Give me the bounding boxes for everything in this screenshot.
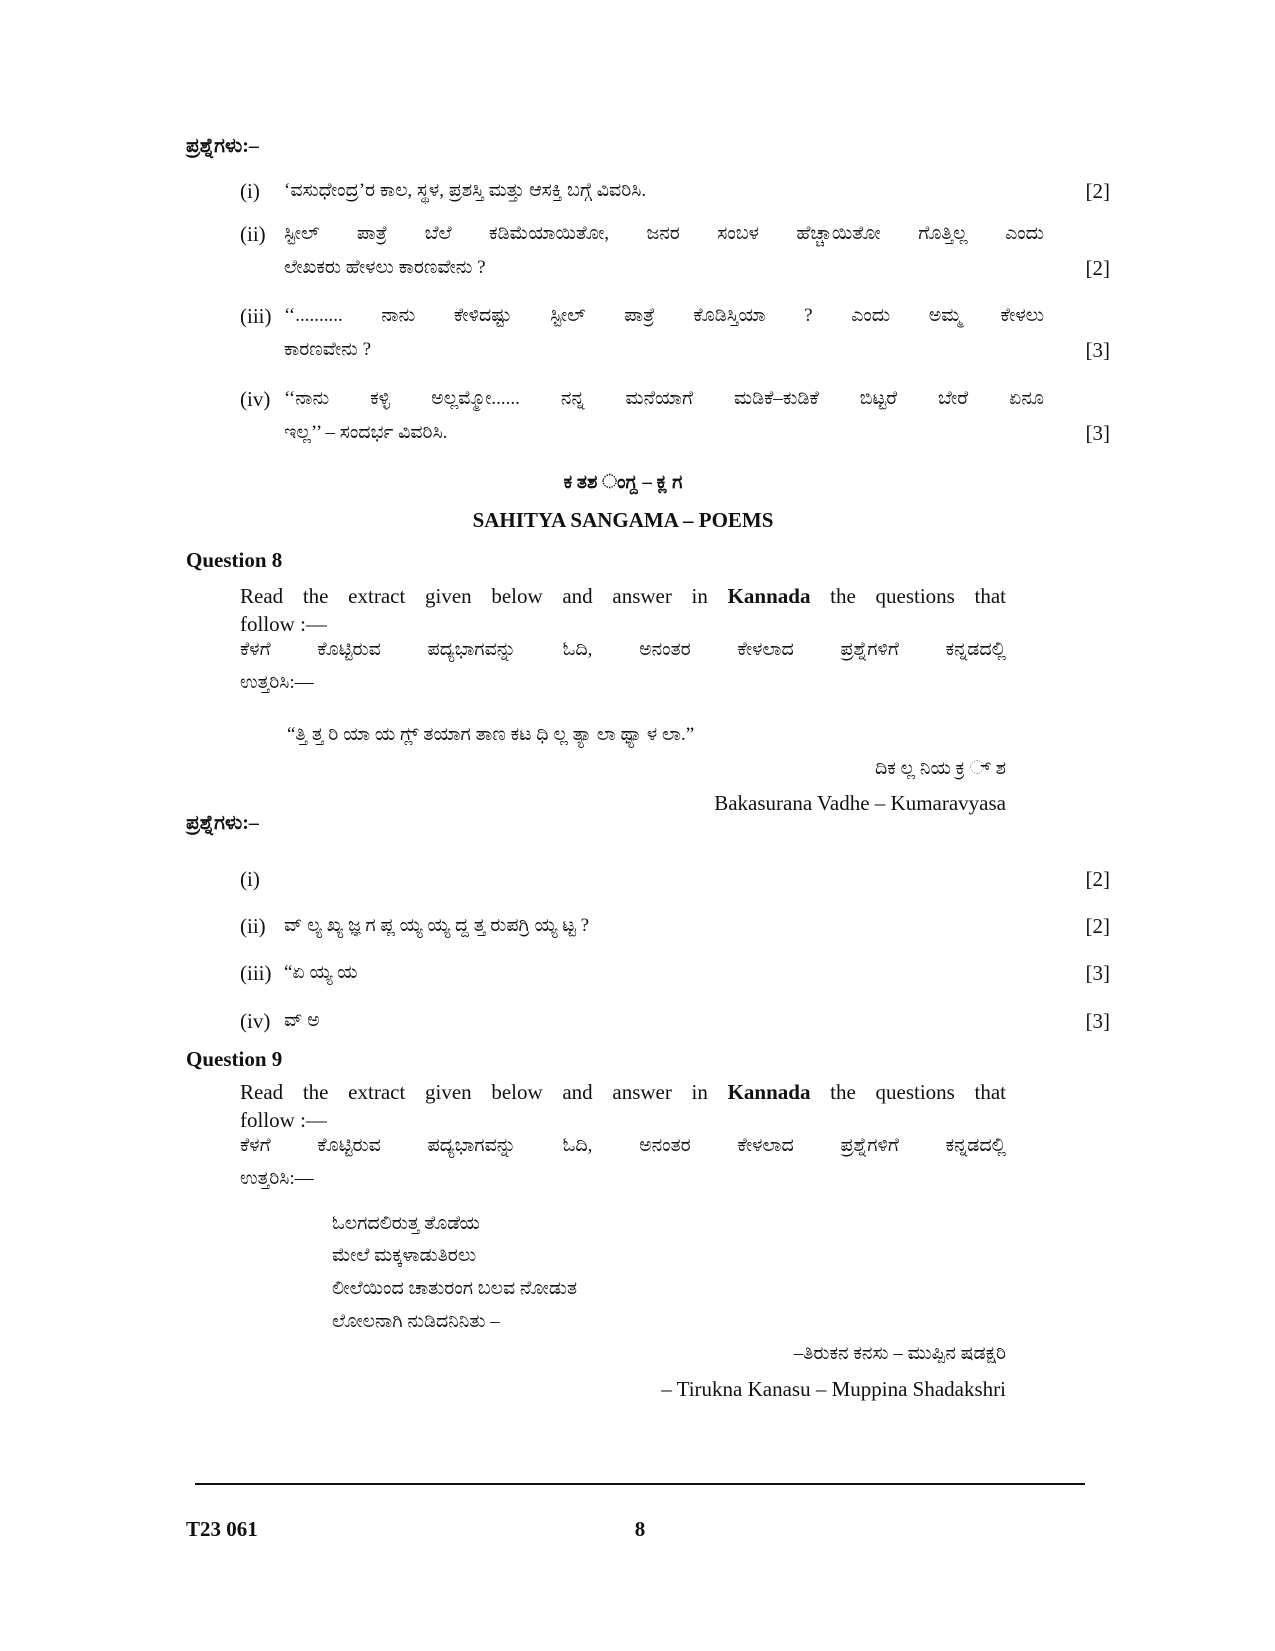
item-text-line2: ಇಲ್ಲ’’ – ಸಂದರ್ಭ ವಿವರಿಸಿ. <box>284 422 448 443</box>
item-marks: [3] <box>1085 421 1110 445</box>
q9-poem-line: ಓಲಗದಲಿರುತ್ತ ತೊಡೆಯ <box>332 1213 480 1234</box>
question-item <box>240 960 1110 990</box>
q9-source-english: – Tirukna Kanasu – Muppina Shadakshri <box>661 1377 1006 1401</box>
section-title-english: SAHITYA SANGAMA – POEMS <box>472 508 774 532</box>
item-text-line2: ಲೇಖಕರು ಹೇಳಲು ಕಾರಣವೇನು ? <box>284 257 486 278</box>
item-marks: [2] <box>1085 179 1110 203</box>
item-marks: [3] <box>1085 961 1110 985</box>
instruction-bold: Kannada <box>727 584 811 608</box>
instruction-bold: Kannada <box>727 1080 811 1104</box>
q9-instruction-en-line2: follow :— <box>240 1108 327 1132</box>
item-text-line1: ‘‘.......... ನಾನು ಕೇಳಿದಷ್ಟು ಸ್ಟೀಲ್ ಪಾತ್ರೆ ಕೊಡಿಸ್ತಿಯಾ ? ಎಂದು ಅಮ್ಮ ಕೇಳಲು <box>284 305 1044 326</box>
q8-extract-line1: “ತ್ತಿ ತ್ತ ರಿ ಯಾ ಯ ಗ್ಲ್ ತಯಾಗ ತಾಣ ಕಟ ಧಿ ಲ್ಲ ತ್ಯಾ ಲಾ ಥ್ಯಾ ಳ ಲಾ.” <box>287 724 695 745</box>
instruction-text: Read the extract given below and answer in <box>240 1080 708 1104</box>
q9-poem-line: ಲೀಲೆಯಿಂದ ಚಾತುರಂಗ ಬಲವ ನೋಡುತ <box>332 1278 578 1299</box>
question-item <box>240 386 1110 450</box>
item-number: (ii) <box>240 222 266 246</box>
question-9-label: Question 9 <box>186 1047 283 1071</box>
q9-instruction-en-line1 <box>240 1079 1006 1105</box>
item-marks: [3] <box>1085 1009 1110 1033</box>
question-item <box>240 866 1110 896</box>
item-text: “ಏ ಯ್ಯ ಯ <box>284 962 358 983</box>
question-item <box>240 1008 1110 1038</box>
section-title-kannada: ಕ ತಶ ಂಗ್ದ – ಕ್ಲ ಗ <box>563 472 683 493</box>
q9-poem-line: ಮೇಲೆ ಮಕ್ಕಳಾಡುತಿರಲು <box>332 1245 477 1266</box>
item-number: (ii) <box>240 914 266 938</box>
questions-heading: ಪ್ರಶ್ನೆಗಳು:– <box>186 135 259 157</box>
q8-instruction-kn-line2: ಉತ್ತರಿಸಿ:— <box>240 672 314 693</box>
paper-code: T23 061 <box>186 1517 258 1541</box>
q9-instruction-kn-line2: ಉತ್ತರಿಸಿ:— <box>240 1168 314 1189</box>
question-8-label: Question 8 <box>186 548 283 572</box>
instruction-text: the questions that <box>830 584 1007 608</box>
item-number: (iii) <box>240 304 272 328</box>
q8-source: Bakasurana Vadhe – Kumaravyasa <box>714 791 1006 815</box>
q8-extract-line2: ದಿಕ ಲ್ಲ ನಿಯ ಕ್ರ ್ ಶ <box>874 758 1006 779</box>
item-text-line2: ಕಾರಣವೇನು ? <box>284 339 371 360</box>
q9-source-kannada: –ತಿರುಕನ ಕನಸು – ಮುಪ್ಪಿನ ಷಡಕ್ಷರಿ <box>793 1343 1006 1364</box>
q9-poem-line: ಲೋಲನಾಗಿ ನುಡಿದನಿನಿತು – <box>332 1311 500 1332</box>
item-text: ವ್ ಲ್ಯ ಖ್ಯ ಜ್ಞ ಗ ಪ್ಲ ಯ್ಯ ಯ್ಯ ದ್ದ ತ್ತ ರುಪಗ್ರಿ ಯ್ಯ ಟ್ಟ ? <box>284 915 590 936</box>
item-number: (iv) <box>240 387 271 411</box>
instruction-text: the questions that <box>830 1080 1007 1104</box>
item-marks: [2] <box>1085 256 1110 280</box>
item-text: ವ್ ಅ <box>284 1010 320 1031</box>
question-item <box>240 913 1110 943</box>
item-number: (iii) <box>240 961 272 985</box>
footer-divider <box>195 1483 1085 1485</box>
item-text-line1: ಸ್ಟೀಲ್ ಪಾತ್ರೆ ಬೆಲೆ ಕಡಿಮೆಯಾಯಿತೋ, ಜನರ ಸಂಬಳ ಹೆಚ್ಚಾಯಿತೋ ಗೊತ್ತಿಲ್ಲ ಎಂದು <box>284 223 1044 244</box>
q9-instruction-kn-line1: ಕೆಳಗೆ ಕೊಟ್ಟಿರುವ ಪದ್ಯಭಾಗವನ್ನು ಓದಿ, ಅನಂತರ ಕೇಳಲಾದ ಪ್ರಶ್ನೆಗಳಿಗೆ ಕನ್ನಡದಲ್ಲಿ <box>240 1135 1006 1156</box>
q8-instruction-en-line1 <box>240 583 1006 609</box>
item-text-line1: ‘‘ನಾನು ಕಳ್ಳಿ ಅಲ್ಲಮ್ಮೋ...... ನನ್ನ ಮನೆಯಾಗೆ ಮಡಿಕೆ–ಕುಡಿಕೆ ಬಿಟ್ಟರೆ ಬೇರೆ ಏನೂ <box>284 388 1044 409</box>
page-number: 8 <box>634 1517 646 1541</box>
item-marks: [2] <box>1085 914 1110 938</box>
item-number: (i) <box>240 179 260 203</box>
instruction-text: Read the extract given below and answer in <box>240 584 708 608</box>
item-text: ‘ವಸುಧೇಂದ್ರ’ರ ಕಾಲ, ಸ್ಥಳ, ಪ್ರಶಸ್ತಿ ಮತ್ತು ಆಸಕ್ತಿ ಬಗ್ಗೆ ವಿವರಿಸಿ. <box>284 180 647 201</box>
item-number: (i) <box>240 867 260 891</box>
question-item <box>240 303 1110 367</box>
question-item <box>240 178 1110 208</box>
questions-heading: ಪ್ರಶ್ನೆಗಳು:– <box>186 812 259 834</box>
item-marks: [2] <box>1085 867 1110 891</box>
q8-instruction-en-line2: follow :— <box>240 612 327 636</box>
item-number: (iv) <box>240 1009 271 1033</box>
item-marks: [3] <box>1085 338 1110 362</box>
question-item <box>240 221 1110 285</box>
q8-instruction-kn-line1: ಕೆಳಗೆ ಕೊಟ್ಟಿರುವ ಪದ್ಯಭಾಗವನ್ನು ಓದಿ, ಅನಂತರ ಕೇಳಲಾದ ಪ್ರಶ್ನೆಗಳಿಗೆ ಕನ್ನಡದಲ್ಲಿ <box>240 639 1006 660</box>
